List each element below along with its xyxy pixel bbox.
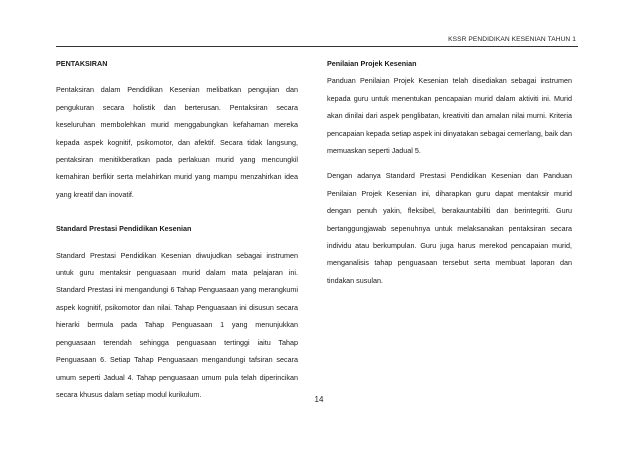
paragraph-standard-prestasi: Standard Prestasi Pendidikan Kesenian diwujudkan sebagai instrumen untuk guru mentaksir penguasaan murid dalam mata pelajaran ini. Standard Prestasi ini mengandungi 6 Tahap Penguasaan yang merangkumi aspek kognitif, psikomotor dan nilai. Tahap Penguasaan ini disusun secara hierarki bermula pada Tahap Penguasaan 1 yang menunjukkan penguasaan terendah sehingga penguasaan tertinggi iaitu Tahap Penguasaan 6. Setiap Tahap Penguasaan mengandungi tafsiran secara umum seperti Jadual 4. Tahap penguasaan umum pula telah diperincikan secara khusus dalam setiap modul kurikulum. xyxy=(56,250,298,399)
paragraph-standard-dan-panduan: Dengan adanya Standard Prestasi Pendidikan Kesenian dan Panduan Penilaian Projek Kesenian ini, diharapkan guru dapat mentaksir murid dengan penuh yakin, fleksibel, berakauntabiliti dan berintegriti. Guru bertanggungjawab sepenuhnya untuk melaksanakan pentaksiran secara individu atau berkumpulan. Guru juga harus merekod pencapaian murid, menganalisis tahap penguasaan tersebut serta membuat laporan dan tindakan susulan. xyxy=(327,171,572,285)
page-number: 14 xyxy=(314,395,324,404)
header-divider xyxy=(56,46,578,47)
paragraph-pentaksiran: Pentaksiran dalam Pendidikan Kesenian melibatkan pengujian dan pengukuran secara holistik dan berterusan. Pentaksiran secara keseluruhan membolehkan murid menggabungkan kefahaman mereka kepada aspek kognitif, psikomotor, dan afektif. Secara tidak langsung, pentaksiran menitikberatkan pada perlakuan murid yang mencungkil kemahiran berfikir serta melahirkan murid yang mampu menzahirkan idea yang kreatif dan inovatif. xyxy=(56,85,298,199)
paragraph-penilaian-projek: Panduan Penilaian Projek Kesenian telah disediakan sebagai instrumen kepada guru untuk menentukan pencapaian murid dalam aktiviti ini. Murid akan dinilai dari aspek penglibatan, kreativiti dan amalan nilai murni. Kriteria pencapaian kepada setiap aspek ini dinyatakan sebagai cemerlang, baik dan memuaskan seperti Jadual 5. xyxy=(327,76,572,156)
spacer xyxy=(327,159,572,167)
section-heading-penilaian-projek: Penilaian Projek Kesenian xyxy=(327,59,417,68)
right-column xyxy=(327,55,572,289)
left-column xyxy=(56,55,298,403)
section-heading-pentaksiran: PENTAKSIRAN xyxy=(56,59,108,68)
running-header: KSSR PENDIDIKAN KESENIAN TAHUN 1 xyxy=(448,36,576,43)
spacer xyxy=(56,72,298,81)
section-heading-standard-prestasi: Standard Prestasi Pendidikan Kesenian xyxy=(56,224,192,234)
spacer xyxy=(56,238,298,247)
